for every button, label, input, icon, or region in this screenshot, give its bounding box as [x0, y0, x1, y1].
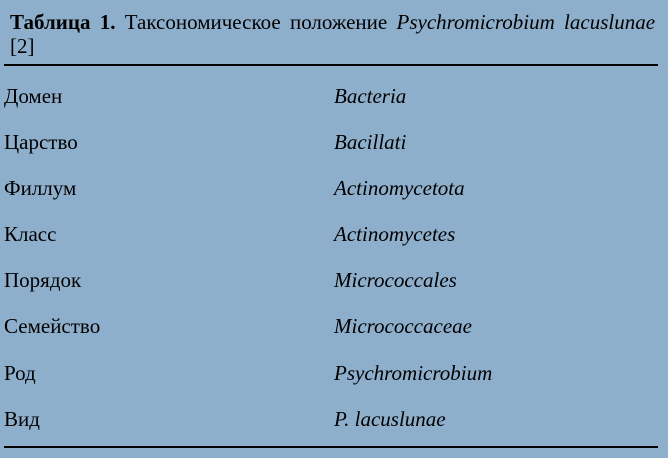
rank-cell: Царство: [4, 130, 78, 155]
caption-species: Psychromicrobium lacuslunae: [396, 10, 656, 34]
table-row: [4, 76, 658, 122]
taxon-cell: Actinomycetes: [334, 222, 456, 247]
rank-cell: Порядок: [4, 268, 82, 293]
taxon-cell: Micrococcales: [334, 268, 457, 293]
rank-cell: Домен: [4, 84, 63, 108]
rank-cell: Филлум: [4, 176, 77, 201]
rank-cell: Род: [4, 360, 36, 385]
taxon-cell: Bacteria: [334, 84, 407, 108]
taxon-cell: Bacillati: [334, 130, 407, 155]
table-row: [4, 168, 658, 214]
caption-reference: [2]: [10, 34, 35, 58]
table-row: [4, 122, 658, 168]
caption-label: Таблица 1.: [10, 10, 116, 34]
table-caption: [10, 10, 655, 58]
rank-cell: Класс: [4, 222, 57, 247]
table-row: [4, 306, 658, 352]
table-row: [4, 353, 658, 399]
taxon-cell: Actinomycetota: [334, 176, 465, 201]
table-row: [4, 260, 658, 306]
taxonomy-table: [4, 76, 658, 445]
rank-cell: Вид: [4, 406, 40, 431]
top-rule: [4, 64, 658, 66]
table-row: [4, 399, 658, 445]
bottom-rule: [4, 446, 658, 448]
taxon-cell: Psychromicrobium: [334, 360, 493, 385]
rank-cell: Семейство: [4, 314, 101, 339]
table-row: [4, 214, 658, 260]
caption-text: Таксономическое положение: [124, 10, 388, 34]
taxon-cell: P. lacuslunae: [334, 406, 446, 431]
taxon-cell: Micrococcaceae: [334, 314, 472, 339]
